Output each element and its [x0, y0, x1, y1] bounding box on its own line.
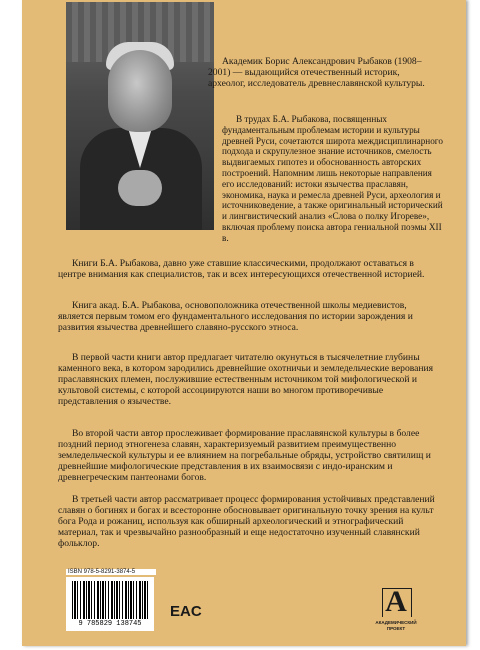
- part3-paragraph: В третьей части автор рассматривает процесс формирования устойчивых представлений славян о богинях и богах и всесторонне обосновывает оригинальную точку зрения на культ бога Рода и рожаниц, используя как обширный археологический и этнографический материал, так и чрезвычайно разнообразный и еще недостаточно изученный славянский фольклор.: [58, 494, 435, 550]
- eac-certification-mark: EAC: [170, 603, 202, 620]
- barcode-digits: 9 785829 138745: [78, 620, 142, 628]
- classics-paragraph: Книги Б.А. Рыбакова, давно уже ставшие классическими, продолжают оставаться в центре внимания как специалистов, так и всех интересующихся отечественной историей.: [58, 258, 425, 281]
- publisher-logo: [372, 586, 420, 634]
- photo-figure-head: [108, 50, 172, 132]
- publisher-name: АКАДЕМИЧЕСКИЙ ПРОЕКТ: [375, 620, 417, 631]
- isbn-label: ISBN 978-5-8291-3874-5: [66, 569, 156, 575]
- bio-paragraph: Академик Борис Александрович Рыбаков (1908–2001) — выдающийся отечественный историк, археолог, исследователь древнеславянской культуры.: [208, 56, 425, 90]
- works-paragraph: В трудах Б.А. Рыбакова, посвященных фундаментальным проблемам истории и культуры древней Руси, сочетаются широта междисциплинарного подхода и скрупулезное знание источников, смелость выдвигаемых гипотез и обоснованность авторских построений. Напомним лишь некоторые направления его исследований: истоки язычества праславян, экономика, наука и ремесла древней Руси, археология и источниковедение, а также оригинальный исторический и лингвистический анализ «Слова о полку Игореве», включая проблему поиска автора гениальной поэмы XII в.: [222, 114, 443, 243]
- author-photo: [66, 2, 214, 230]
- book-back-cover: [22, 0, 466, 646]
- barcode-bars: [72, 581, 148, 619]
- part1-paragraph: В первой части книги автор предлагает читателю окунуться в тысячелетние глубины каменного века, в котором зародились древнейшие охотничьи и земледельческие верования праславянских племен, послужившие естественным источником той мифологической и культовой системы, с которой ассоциируются наши во многом противоречивые представления о язычестве.: [58, 352, 434, 408]
- publisher-logo-letter: А: [385, 585, 407, 618]
- photo-figure-hand: [118, 170, 162, 206]
- isbn-barcode: [66, 577, 154, 631]
- book-intro-paragraph: Книга акад. Б.А. Рыбакова, основоположника отечественной школы медиевистов, является первым томом его фундаментального исследования по истории зарождения и развития язычества древнейшего славяно-русского этноса.: [58, 300, 413, 334]
- part2-paragraph: Во второй части автор прослеживает формирование праславянской культуры в более поздний период этногенеза славян, характеризуемый развитием преимущественно земледельческой культуры и ее влиянием на погребальные обряды, устройство святилищ и древнейшие мифологические представления в их взаимосвязи с индо-иранским и древнегреческим пантеонами богов.: [58, 428, 431, 484]
